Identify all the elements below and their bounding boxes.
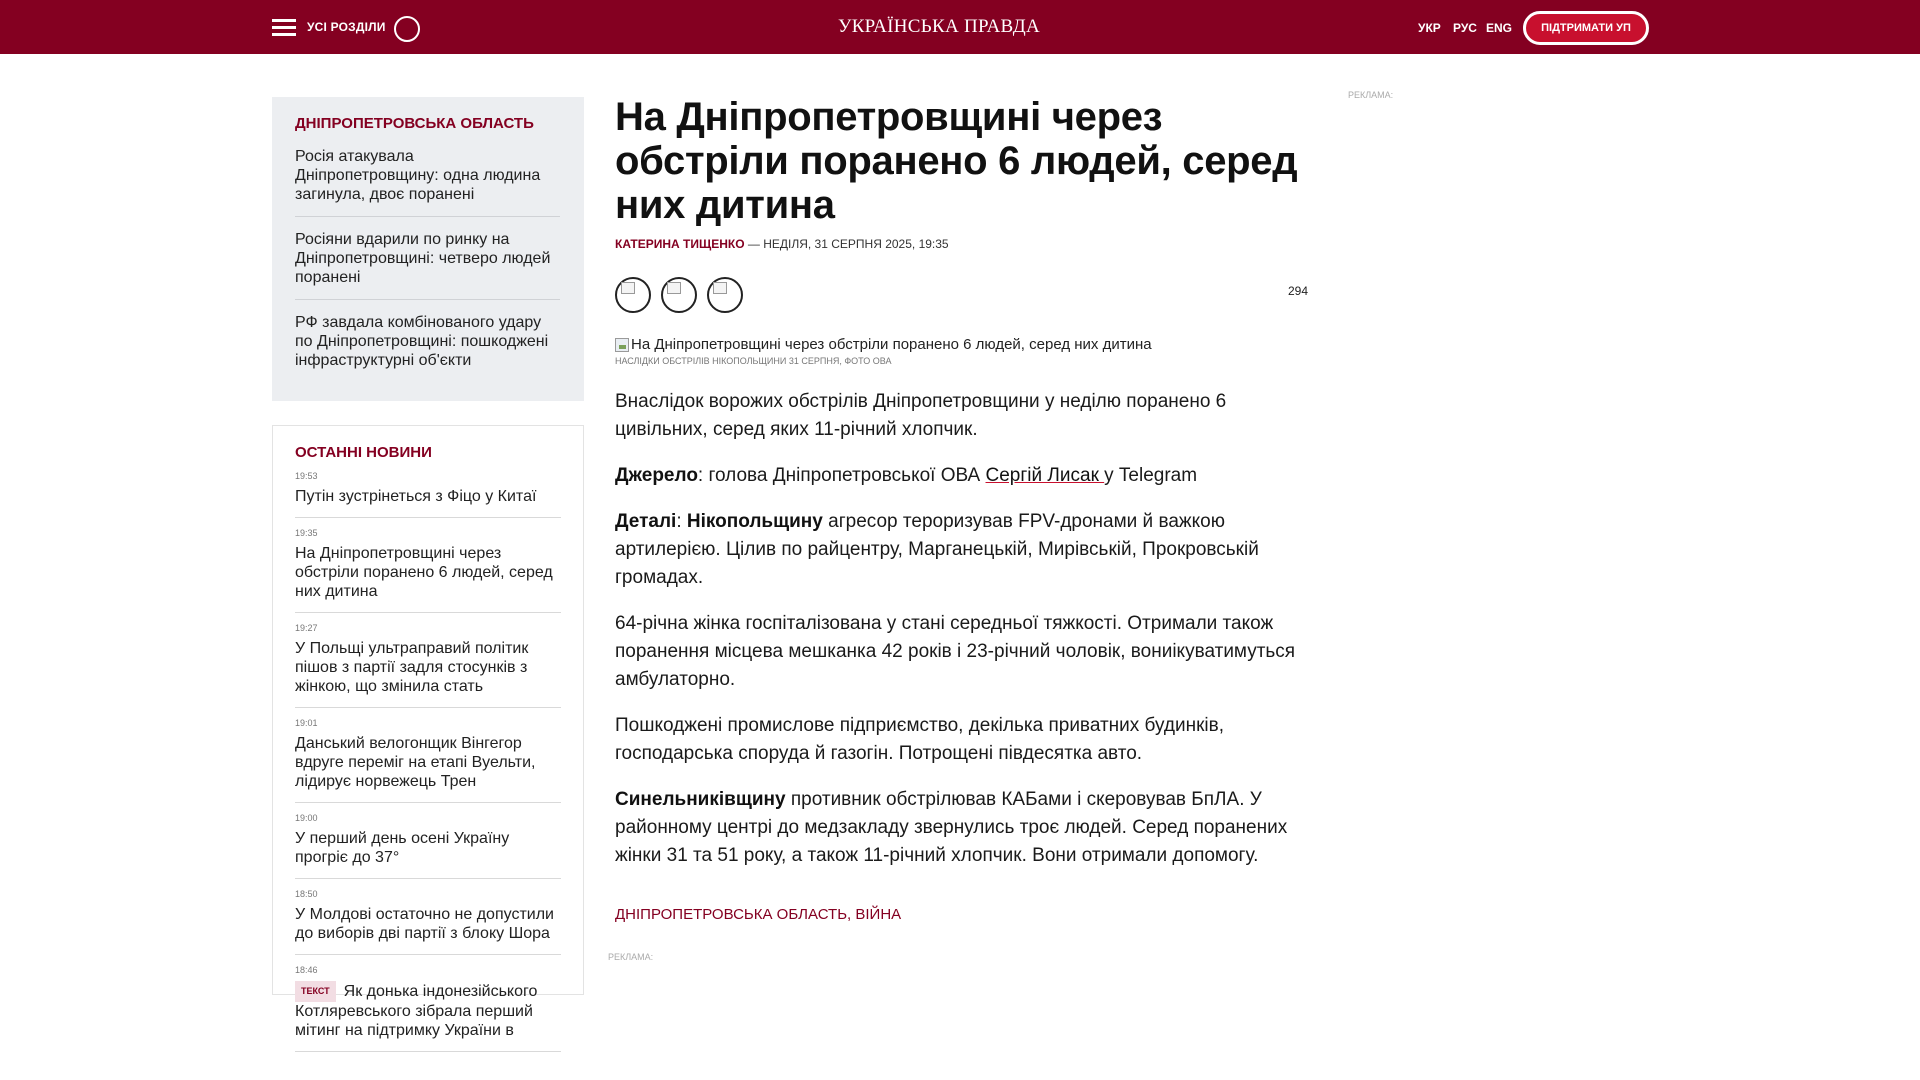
- article-paragraph: Пошкоджені промислове підприємство, декілька приватних будинків, господарська споруда й газогін. Потрощені півдесятка авто.: [615, 715, 1224, 764]
- news-title[interactable]: Данський велогонщик Вінгегор вдруге переміг на етапі Вуельти, лідирує норвежець Трен: [295, 735, 536, 790]
- details-label: Деталі: [615, 511, 677, 532]
- region-text: противник обстрілював КАБами і скеровував БпЛА. У районному центрі до медзакладу звернулись троє людей. Серед поранених жінки 31 та 51 року, а також 11-річний хлопчик. Вони отримали допомогу.: [615, 789, 1288, 866]
- article-image: [615, 336, 1315, 353]
- news-time: 19:27: [295, 623, 318, 633]
- region-item[interactable]: Росія атакувала Дніпропетровщину: одна людина загинула, двоє поранені: [295, 147, 560, 217]
- region-news-box: [272, 97, 584, 401]
- news-title-text: Як донька індонезійського Котляревського зібрала перший мітинг на підтримку України в: [295, 983, 538, 1039]
- image-alt-text: На Дніпропетровщині через обстріли поранено 6 людей, серед них дитина: [631, 336, 1152, 353]
- source-text-end: у Telegram: [1104, 465, 1198, 486]
- author-link[interactable]: КАТЕРИНА ТИЩЕНКО: [615, 237, 745, 251]
- article-headline: На Дніпропетровщині через обстріли поранено 6 людей, серед них дитина: [615, 95, 1298, 227]
- image-caption: НАСЛІДКИ ОБСТРІЛІВ НІКОПОЛЬЩИНИ 31 СЕРПНЯ, ФОТО ОВА: [615, 356, 892, 366]
- news-time: 19:35: [295, 528, 318, 538]
- news-item[interactable]: [295, 965, 561, 1052]
- share-row: [615, 277, 1315, 313]
- article-tags[interactable]: ДНІПРОПЕТРОВСЬКА ОБЛАСТЬ, ВІЙНА: [615, 906, 902, 923]
- byline: [615, 237, 1315, 251]
- news-title[interactable]: У Молдові остаточно не допустили до виборів дві партії з блоку Шора: [295, 906, 554, 942]
- publish-date: НЕДІЛЯ, 31 СЕРПНЯ 2025, 19:35: [763, 237, 949, 251]
- news-time: 19:53: [295, 471, 318, 481]
- site-header: [0, 0, 1920, 54]
- article-paragraph: 64-річна жінка госпіталізована у стані середньої тяжкості. Отримали також поранення місцева мешканка 42 років і 23-річний чоловік, вониікуватимуться амбулаторно.: [615, 613, 1296, 690]
- region-list: [295, 147, 560, 382]
- ad-label: РЕКЛАМА:: [608, 952, 654, 962]
- support-button[interactable]: ПІДТРИМАТИ УП: [1523, 11, 1649, 45]
- details-colon: :: [676, 511, 687, 532]
- views-count: 294: [1287, 284, 1308, 298]
- region-item[interactable]: Росіяни вдарили по ринку на Дніпропетровщині: четверо людей поранені: [295, 217, 560, 300]
- news-item[interactable]: [295, 718, 561, 803]
- news-title[interactable]: [295, 981, 561, 1040]
- source-label: Джерело: [615, 465, 698, 486]
- region-label: Синельниківщину: [615, 789, 786, 810]
- news-item[interactable]: [295, 623, 561, 708]
- lang-rus[interactable]: РУС: [1453, 21, 1477, 35]
- details-region: Нікопольщину: [686, 511, 823, 532]
- share-telegram-icon[interactable]: [707, 277, 743, 313]
- news-title[interactable]: У перший день осені Україну прогріє до 37°: [295, 830, 510, 866]
- share-facebook-icon[interactable]: [615, 277, 651, 313]
- news-time: 19:00: [295, 813, 318, 823]
- source-link[interactable]: Сергій Лисак: [985, 465, 1105, 486]
- article-paragraph: [615, 786, 1315, 870]
- article-paragraph: [615, 462, 1315, 490]
- text-tag-badge: ТЕКСТ: [295, 981, 336, 1002]
- broken-image-icon: [615, 338, 629, 352]
- source-text: : голова Дніпропетровської ОВА: [697, 465, 986, 486]
- news-time: 18:50: [295, 889, 318, 899]
- article-paragraph: Внаслідок ворожих обстрілів Дніпропетровщини у неділю поранено 6 цивільних, серед яких 11-річний хлопчик.: [615, 391, 1227, 440]
- article: [615, 95, 1315, 923]
- details-text: агресор тероризував FPV-дронами й важкою артилерією. Цілив по райцентру, Марганецькій, Мирівській, Прокровській громадах.: [615, 511, 1259, 588]
- news-title[interactable]: Путін зустрінеться з Фіцо у Китаї: [295, 488, 537, 505]
- all-sections-link[interactable]: УСІ РОЗДІЛИ: [307, 20, 386, 34]
- share-twitter-icon[interactable]: [661, 277, 697, 313]
- latest-news-box: [272, 425, 584, 1039]
- news-time: 18:46: [295, 965, 318, 975]
- ad-label: РЕКЛАМА:: [1348, 90, 1394, 100]
- region-item[interactable]: РФ завдала комбінованого удару по Дніпропетровщині: пошкоджені інфраструктурні об'єкти: [295, 314, 549, 369]
- article-paragraph: [615, 508, 1315, 592]
- latest-news-list: [295, 471, 561, 1052]
- latest-news-title[interactable]: ОСТАННІ НОВИНИ: [295, 444, 432, 461]
- news-item[interactable]: [295, 889, 561, 955]
- lang-ukr[interactable]: УКР: [1418, 21, 1441, 35]
- byline-separator: —: [744, 237, 764, 251]
- region-title[interactable]: ДНІПРОПЕТРОВСЬКА ОБЛАСТЬ: [295, 115, 534, 132]
- news-item[interactable]: [295, 471, 561, 518]
- news-title[interactable]: На Дніпропетровщині через обстріли поранено 6 людей, серед них дитина: [295, 545, 553, 600]
- site-logo[interactable]: УКРАЇНСЬКА ПРАВДА: [837, 16, 1041, 37]
- news-item[interactable]: [295, 813, 561, 879]
- news-title[interactable]: У Польщі ультраправий політик пішов з партії задля стосунків з жінкою, що змінила стать: [295, 640, 529, 695]
- lang-eng[interactable]: ENG: [1486, 21, 1513, 35]
- news-time: 19:01: [295, 718, 318, 728]
- news-item[interactable]: [295, 528, 561, 613]
